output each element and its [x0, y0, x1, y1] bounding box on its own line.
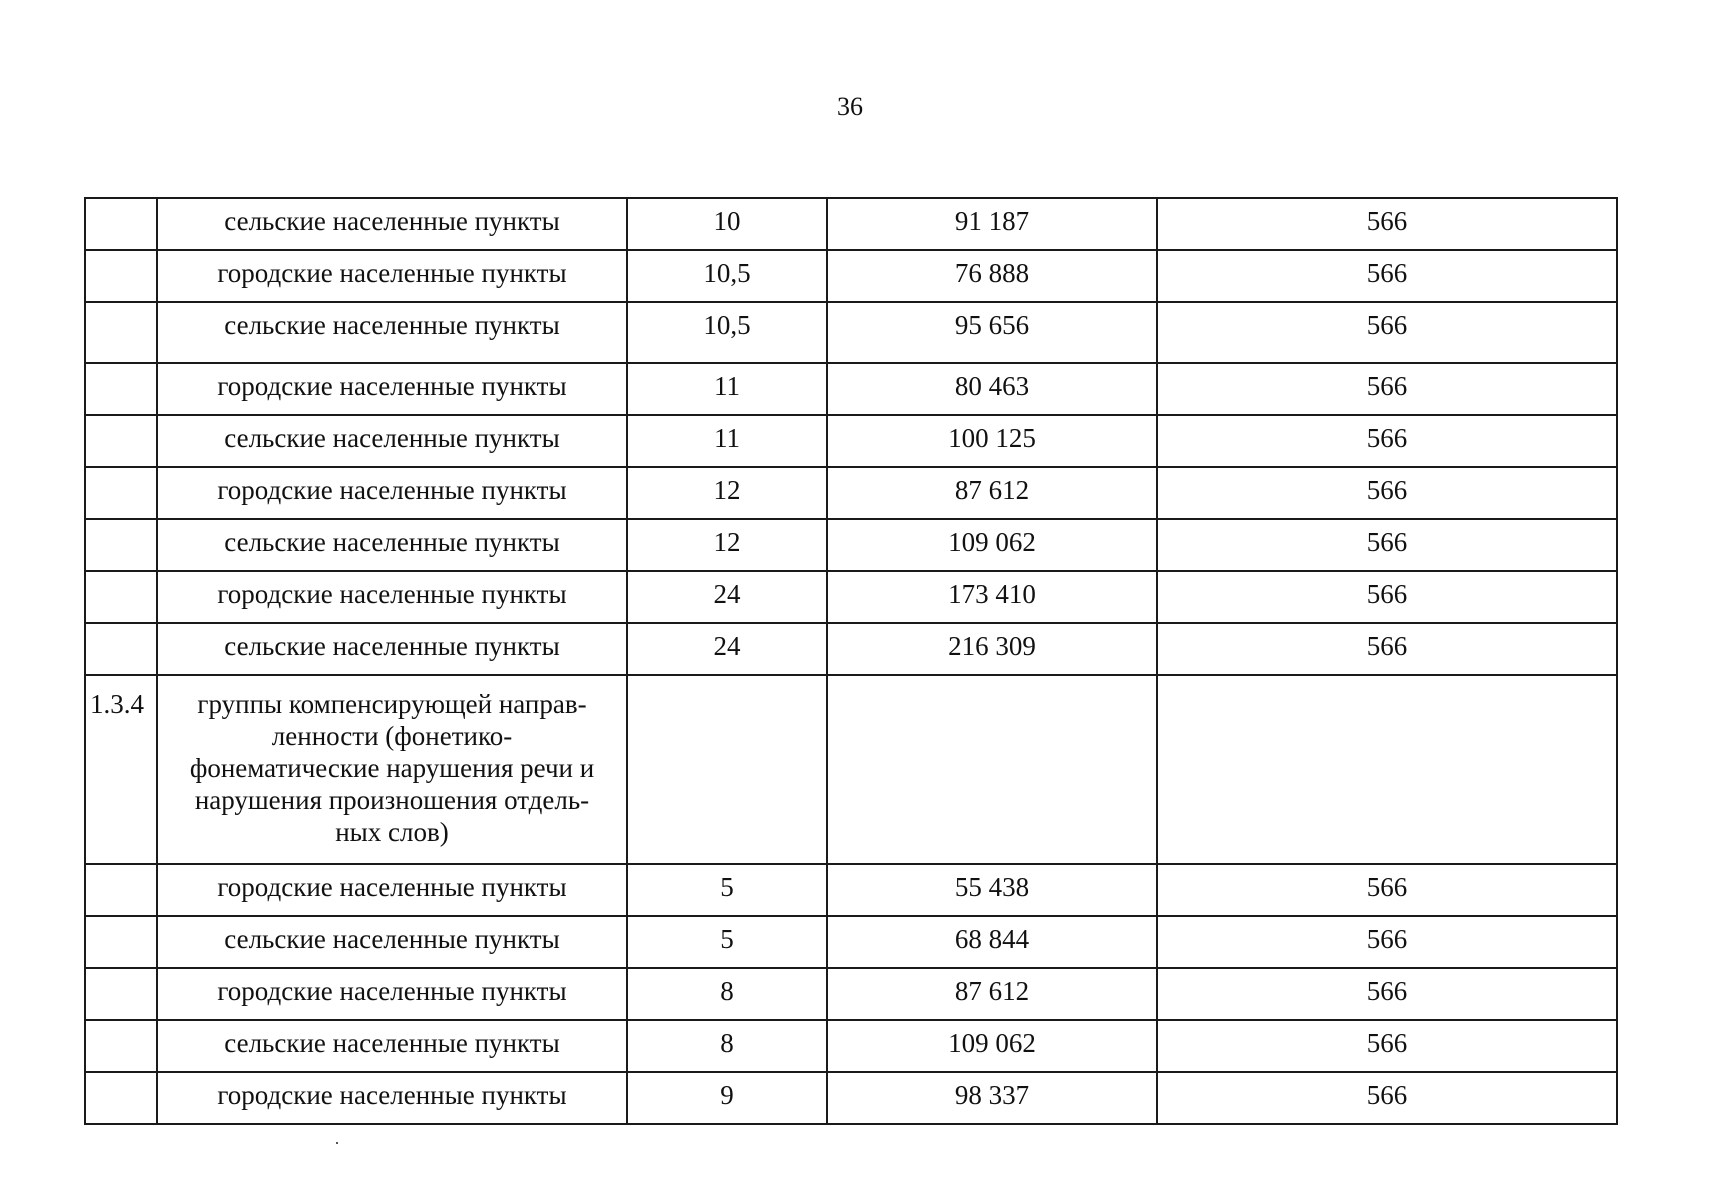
hours-cell — [627, 675, 827, 864]
table-row — [85, 415, 1617, 467]
hours-cell: 10 — [627, 198, 827, 250]
code-cell: 566 — [1157, 415, 1617, 467]
code-cell: 566 — [1157, 363, 1617, 415]
row-code-cell — [85, 571, 157, 623]
amount-cell — [827, 675, 1157, 864]
settlement-type-cell: сельские населенные пункты — [157, 623, 627, 675]
amount-cell: 91 187 — [827, 198, 1157, 250]
code-cell: 566 — [1157, 467, 1617, 519]
hours-cell: 11 — [627, 415, 827, 467]
settlement-type-cell: городские населенные пункты — [157, 571, 627, 623]
settlement-type-cell: городские населенные пункты — [157, 864, 627, 916]
section-row — [85, 675, 1617, 864]
row-code-cell — [85, 467, 157, 519]
code-cell: 566 — [1157, 1020, 1617, 1072]
settlement-type-cell: сельские населенные пункты — [157, 198, 627, 250]
row-code-cell — [85, 916, 157, 968]
table-row — [85, 1072, 1617, 1124]
code-cell: 566 — [1157, 519, 1617, 571]
code-cell: 566 — [1157, 916, 1617, 968]
hours-cell: 8 — [627, 968, 827, 1020]
row-code-cell — [85, 250, 157, 302]
code-cell: 566 — [1157, 864, 1617, 916]
amount-cell: 98 337 — [827, 1072, 1157, 1124]
amount-cell: 109 062 — [827, 1020, 1157, 1072]
amount-cell: 80 463 — [827, 363, 1157, 415]
hours-cell: 5 — [627, 916, 827, 968]
hours-cell: 24 — [627, 571, 827, 623]
section-title-line: нарушения произношения отдель- — [194, 785, 590, 815]
amount-cell: 95 656 — [827, 302, 1157, 363]
table-row — [85, 302, 1617, 363]
page-number: 36 — [837, 92, 863, 121]
table-row — [85, 916, 1617, 968]
amount-cell: 100 125 — [827, 415, 1157, 467]
table-row — [85, 363, 1617, 415]
row-code-cell — [85, 1072, 157, 1124]
settlement-type-cell: сельские населенные пункты — [157, 302, 627, 363]
amount-cell: 87 612 — [827, 467, 1157, 519]
row-code-cell — [85, 519, 157, 571]
table-row — [85, 467, 1617, 519]
code-cell: 566 — [1157, 968, 1617, 1020]
amount-cell: 55 438 — [827, 864, 1157, 916]
table-row — [85, 864, 1617, 916]
settlement-type-cell: городские населенные пункты — [157, 250, 627, 302]
hours-cell: 12 — [627, 519, 827, 571]
row-code-cell — [85, 1020, 157, 1072]
section-title-line: группы компенсирующей направ- — [197, 689, 587, 719]
table-row — [85, 519, 1617, 571]
hours-cell: 8 — [627, 1020, 827, 1072]
hours-cell: 10,5 — [627, 250, 827, 302]
section-code-cell: 1.3.4 — [85, 675, 157, 864]
settlement-type-cell: сельские населенные пункты — [157, 916, 627, 968]
code-cell: 566 — [1157, 1072, 1617, 1124]
settlement-type-cell: городские населенные пункты — [157, 1072, 627, 1124]
hours-cell: 12 — [627, 467, 827, 519]
row-code-cell — [85, 623, 157, 675]
amount-cell: 76 888 — [827, 250, 1157, 302]
settlement-type-cell: городские населенные пункты — [157, 363, 627, 415]
table-row — [85, 198, 1617, 250]
table-row — [85, 571, 1617, 623]
code-cell: 566 — [1157, 302, 1617, 363]
settlement-type-cell: городские населенные пункты — [157, 968, 627, 1020]
table-row — [85, 623, 1617, 675]
amount-cell: 216 309 — [827, 623, 1157, 675]
row-code-cell — [85, 415, 157, 467]
tariff-table — [84, 197, 1618, 1125]
table-row — [85, 250, 1617, 302]
amount-cell: 173 410 — [827, 571, 1157, 623]
code-cell — [1157, 675, 1617, 864]
hours-cell: 24 — [627, 623, 827, 675]
hours-cell: 5 — [627, 864, 827, 916]
amount-cell: 68 844 — [827, 916, 1157, 968]
code-cell: 566 — [1157, 623, 1617, 675]
section-title-line: ных слов) — [335, 817, 449, 847]
settlement-type-cell: сельские населенные пункты — [157, 1020, 627, 1072]
code-cell: 566 — [1157, 250, 1617, 302]
section-title-line: фонематические нарушения речи и — [189, 753, 595, 783]
table-row — [85, 968, 1617, 1020]
amount-cell: 109 062 — [827, 519, 1157, 571]
hours-cell: 9 — [627, 1072, 827, 1124]
hours-cell: 11 — [627, 363, 827, 415]
section-title-line: ленности (фонетико- — [271, 721, 513, 751]
section-title-cell — [157, 675, 627, 864]
table-row — [85, 1020, 1617, 1072]
row-code-cell — [85, 968, 157, 1020]
settlement-type-cell: городские населенные пункты — [157, 467, 627, 519]
row-code-cell — [85, 198, 157, 250]
row-code-cell — [85, 363, 157, 415]
amount-cell: 87 612 — [827, 968, 1157, 1020]
settlement-type-cell: сельские населенные пункты — [157, 519, 627, 571]
settlement-type-cell: сельские населенные пункты — [157, 415, 627, 467]
scan-speck — [336, 1142, 338, 1144]
code-cell: 566 — [1157, 198, 1617, 250]
row-code-cell — [85, 864, 157, 916]
code-cell: 566 — [1157, 571, 1617, 623]
row-code-cell — [85, 302, 157, 363]
hours-cell: 10,5 — [627, 302, 827, 363]
